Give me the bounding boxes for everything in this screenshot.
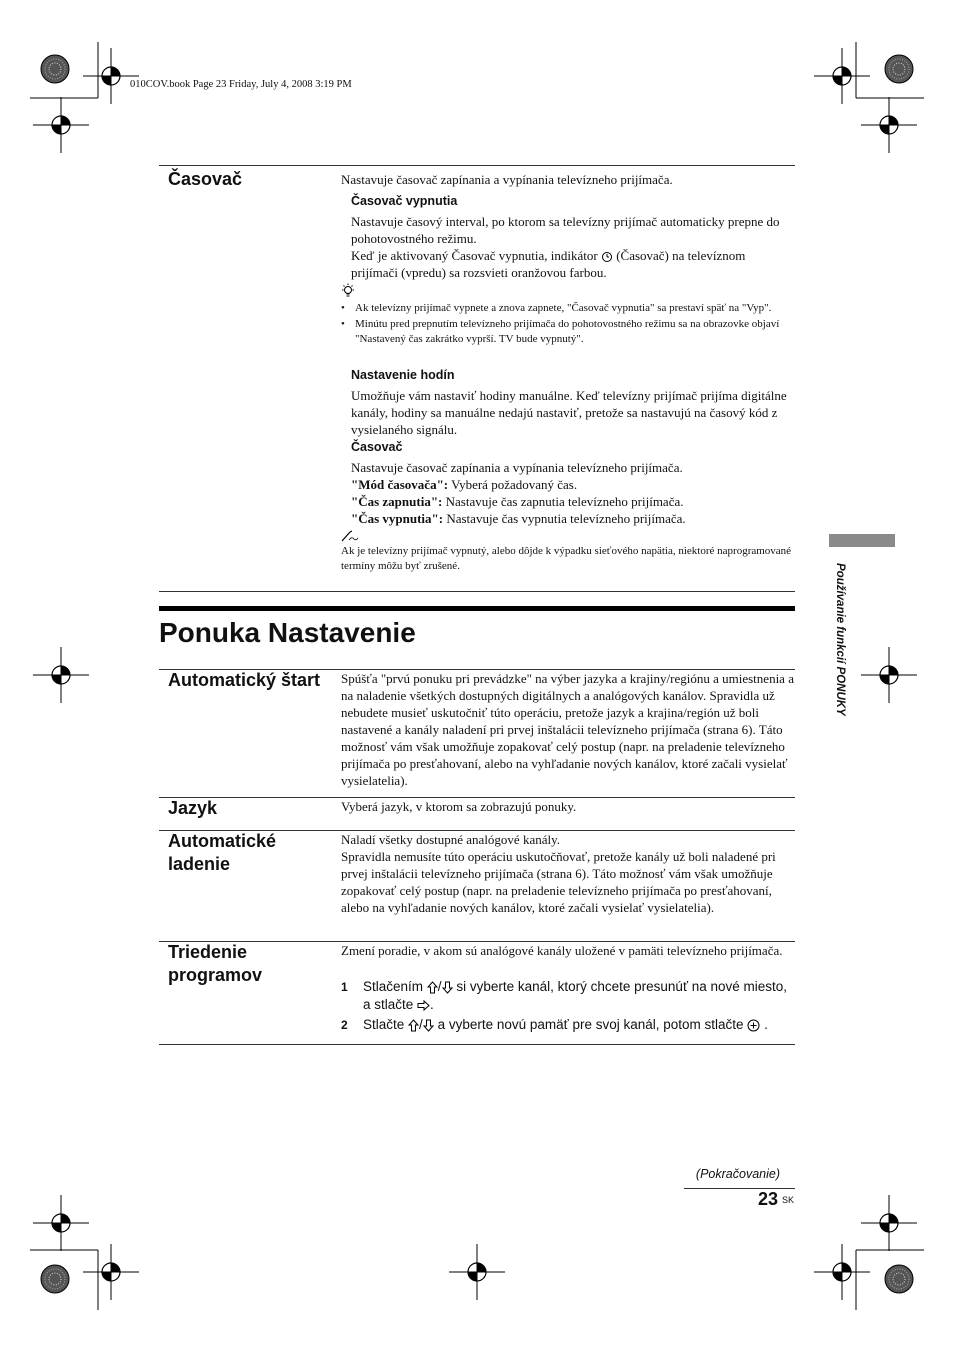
timer-clock-icon (601, 251, 613, 263)
continued-label: (Pokračovanie) (695, 1167, 780, 1181)
down-arrow-icon (423, 1019, 434, 1032)
timer-note: Ak je televízny prijímač vypnutý, alebo dôjde k výpadku sieťového napätia, niektoré naprogramované termíny môžu byť zrušené. (341, 545, 792, 572)
tip-item: • Minútu pred prepnutím televízneho prijímača do pohotovostného režimu sa na obrazovke objaví "Nastavený čas zakrátko vyprší. TV bude vypnutý". (341, 318, 780, 345)
term-timer: Časovač (168, 169, 243, 189)
clock-set-block (351, 367, 795, 438)
sleep-timer-title: Časovač vypnutia (351, 194, 458, 208)
tips-list (341, 301, 795, 347)
page-language-code: SK (782, 1195, 795, 1205)
timer-title: Časovač (351, 440, 403, 454)
pencil-note-icon (341, 530, 359, 542)
sleep-timer-block (351, 193, 795, 281)
term-language: Jazyk (168, 798, 218, 818)
programme-sort-text: Zmení poradie, v akom sú analógové kanály uložené v pamäti televízneho prijímača. (341, 943, 783, 958)
step-item: 1 Stlačením / si vyberte kanál, ktorý chcete presunúť na nové miesto, a stlačte . (341, 979, 788, 1012)
side-tab-marker (829, 534, 895, 547)
term-auto-start: Automatický štart (168, 670, 321, 690)
auto-start-text: Spúšťa "prvú ponuku pri prevádzke" na výber jazyka a krajiny/regiónu a umiestnenia a na naladenie všetkých dostupných digitálnych a analógových kanálov. Spravidla už nebudete musieť uskutočniť túto operáciu, pretože jazyk a krajina/región už boli nastavené a kanály naladení pri prvej inštalácii televízneho prijímača (strana 6). Táto možnosť vám však umožňuje zopakovať celý postup (napr. na preladenie televízneho prijímača po presťahovaní, alebo na vyhľadanie nových kanálov, ktoré začali vysielať vysielatelia). (341, 671, 794, 788)
tip-item: • Ak televízny prijímač vypnete a znova zapnete, "Časovač vypnutia" sa prestaví späť na "Vyp". (341, 302, 772, 314)
page-number: 23 (757, 1189, 778, 1209)
up-arrow-icon (408, 1019, 419, 1032)
timer-block (351, 439, 795, 527)
right-arrow-icon (417, 1000, 430, 1011)
sleep-timer-text2: Keď je aktivovaný Časovač vypnutia, indikátor (Časovač) na televíznom prijímači (vpredu) sa rozsvieti oranžovou farbou. (351, 248, 746, 280)
divider (159, 165, 795, 166)
lightbulb-icon (341, 283, 355, 299)
clock-set-title: Nastavenie hodín (351, 368, 455, 382)
down-arrow-icon (442, 981, 453, 994)
section-title: Ponuka Nastavenie (159, 617, 416, 648)
term-auto-tuning: Automatické ladenie (168, 831, 277, 874)
clock-set-text: Umožňuje vám nastaviť hodiny manuálne. Keď televízny prijímač prijíma digitálne kanály, hodiny sa manuálne nedajú nastaviť, pretože sa nastavujú na časový kód z vysielaného signálu. (351, 388, 787, 437)
file-header: 010COV.book Page 23 Friday, July 4, 2008 3:19 PM (130, 79, 352, 90)
language-text: Vyberá jazyk, v ktorom sa zobrazujú ponuky. (341, 799, 577, 814)
timer-off-item: "Čas vypnutia": Nastavuje čas vypnutia televízneho prijímača. (351, 511, 686, 526)
term-programme-sort: Triedenie programov (168, 942, 263, 985)
sleep-timer-text1: Nastavuje časový interval, po ktorom sa televízny prijímač automaticky prepne do pohotovostného režimu. (351, 214, 780, 246)
footer-divider (684, 1188, 795, 1189)
section-rule (159, 606, 795, 611)
timer-on-item: "Čas zapnutia": Nastavuje čas zapnutia televízneho prijímača. (351, 494, 684, 509)
side-section-label: Používanie funkcií PONUKY (834, 563, 846, 716)
timer-mode-item: "Mód časovača": Vyberá požadovaný čas. (351, 477, 578, 492)
timer-intro: Nastavuje časovač zapínania a vypínania televízneho prijímača. (341, 172, 673, 187)
divider (159, 1044, 795, 1045)
timer-text: Nastavuje časovač zapínania a vypínania televízneho prijímača. (351, 460, 683, 475)
divider (159, 591, 795, 592)
step-item: 2 Stlačte / a vyberte novú pamäť pre svoj kanál, potom stlačte . (341, 1017, 768, 1032)
programme-sort-steps (341, 978, 795, 1034)
auto-tuning-text: Naladí všetky dostupné analógové kanály. Spravidla nemusíte túto operáciu uskutočňovať, pretože kanály už boli naladené pri prvej inštalácii televízneho prijímača (strana 6). Táto možnosť vám však umožňuje zopakovať celý postup (napr. na preladenie televízneho prijímača po presťahovaní, alebo na vyhľadanie nových kanálov, ktoré začali vysielať vysielatelia). (341, 832, 776, 915)
up-arrow-icon (427, 981, 438, 994)
ok-button-icon (747, 1019, 760, 1032)
